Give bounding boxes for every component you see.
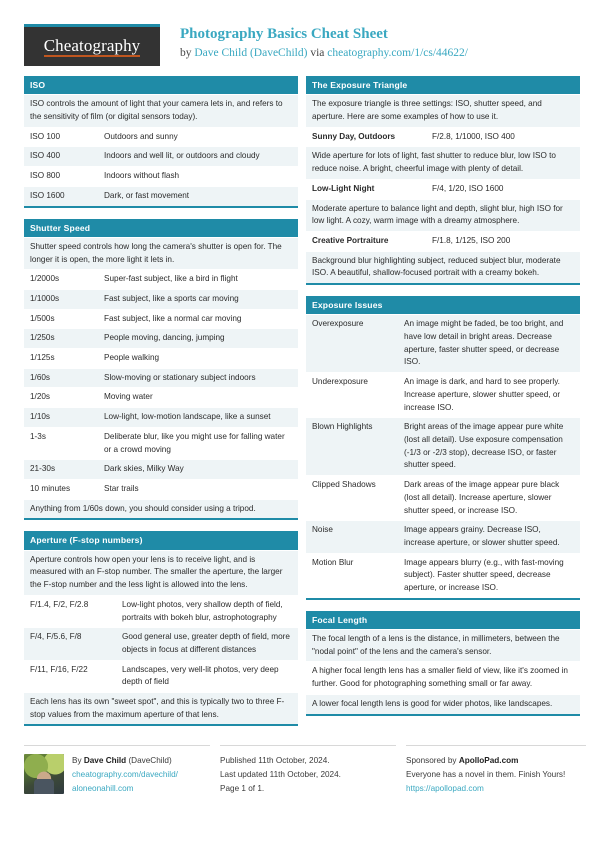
row-label: F/1.4, F/2, F/2.8 [30, 599, 89, 609]
section-block [306, 611, 580, 716]
row-label: 1-3s [30, 431, 46, 441]
page-footer [0, 739, 600, 795]
row-label: ISO 100 [30, 131, 61, 141]
row-value: Good general use, greater depth of field, more objects in focus at different distances [122, 632, 290, 654]
section-note: Moderate aperture to balance light and depth, slight blur, high ISO for low light. A cozy, warm image with a dreamy atmosphere. [306, 199, 580, 231]
table-row [24, 387, 298, 407]
section-block [24, 76, 298, 208]
table-row [24, 328, 298, 348]
section-note: The focal length of a lens is the distance, in millimeters, between the "nodal point" of the lens and the camera's sensor. [306, 629, 580, 661]
table-row [306, 127, 580, 147]
page-title: Photography Basics Cheat Sheet [180, 26, 388, 42]
section-note: A higher focal length lens has a smaller field of view, like it's zoomed in further. Good for photographing something small or far away. [306, 661, 580, 693]
row-value: Star trails [104, 483, 139, 493]
byline-prefix: by [180, 46, 195, 59]
row-value: Image appears grainy. Decrease ISO, increase aperture, or slower shutter speed. [404, 525, 560, 547]
table-row [306, 372, 580, 417]
section-block [24, 531, 298, 726]
row-value: Moving water [104, 392, 153, 402]
table-row [24, 427, 298, 459]
page-header [0, 0, 600, 62]
row-label: 1/250s [30, 333, 55, 343]
footer-author-name: Dave Child [83, 756, 127, 766]
row-label: ISO 400 [30, 151, 61, 161]
row-value: Fast subject, like a normal car moving [104, 313, 242, 323]
sponsor-tagline: Everyone has a novel in them. Finish Yours! [406, 769, 566, 779]
row-label: 21-30s [30, 464, 56, 474]
table-row [24, 269, 298, 289]
avatar [24, 754, 64, 794]
section-title: The Exposure Triangle [306, 76, 580, 94]
row-label: 1/10s [30, 412, 51, 422]
section-title: Shutter Speed [24, 219, 298, 237]
table-row [24, 627, 298, 659]
row-label: 1/500s [30, 313, 55, 323]
section-note: Background blur highlighting subject, reduced subject blur, moderate ISO. A beautiful, shallow-focused portrait with a creamy bokeh. [306, 251, 580, 283]
table-row [24, 407, 298, 427]
table-row [24, 595, 298, 627]
byline-via: via [307, 46, 328, 59]
cheatography-logo[interactable] [24, 24, 160, 66]
author-link[interactable]: Dave Child (DaveChild) [194, 46, 308, 59]
page-count: Page 1 of 1. [220, 783, 265, 793]
table-row [306, 475, 580, 520]
footer-author-block [24, 745, 210, 795]
table-row [24, 127, 298, 147]
row-label: Overexposure [312, 319, 364, 329]
left-column [24, 76, 298, 737]
table-row [306, 314, 580, 372]
row-label: Blown Highlights [312, 422, 373, 432]
sponsor-prefix: Sponsored by [406, 756, 459, 766]
row-value: F/1.8, 1/125, ISO 200 [432, 235, 511, 245]
footer-author-line [72, 754, 178, 768]
footer-publish-block [220, 745, 396, 795]
section-block [306, 76, 580, 285]
section-block [306, 296, 580, 600]
right-column [306, 76, 580, 727]
table-row [24, 309, 298, 329]
footer-author-text [72, 754, 178, 795]
row-label: Low-Light Night [312, 183, 375, 193]
updated-date: Last updated 11th October, 2024. [220, 769, 341, 779]
section-note: Anything from 1/60s down, you should consider using a tripod. [24, 499, 298, 519]
row-value: F/4, 1/20, ISO 1600 [432, 183, 504, 193]
table-row [24, 186, 298, 206]
table-row [306, 553, 580, 598]
row-value: People walking [104, 353, 160, 363]
row-label: Creative Portraiture [312, 235, 389, 245]
row-value: Low-light, low-motion landscape, like a sunset [104, 412, 271, 422]
row-label: 1/2000s [30, 274, 60, 284]
table-row [24, 459, 298, 479]
row-value: Dark, or fast movement [104, 190, 190, 200]
row-value: Slow-moving or stationary subject indoors [104, 372, 256, 382]
table-row [306, 179, 580, 199]
sponsor-line [406, 754, 586, 768]
row-value: Indoors and well lit, or outdoors and cloudy [104, 151, 260, 161]
row-value: Image appears blurry (e.g., with fast-moving subject). Faster shutter speed, decrease aperture, or increase ISO. [404, 557, 564, 593]
sponsor-link[interactable]: https://apollopad.com [406, 783, 484, 793]
row-value: People moving, dancing, jumping [104, 333, 225, 343]
row-value: Low-light photos, very shallow depth of field, portraits with bokeh blur, astrophotography [122, 599, 283, 622]
table-row [24, 368, 298, 388]
table-row [24, 348, 298, 368]
section-note: Wide aperture for lots of light, fast shutter to reduce blur, low ISO to reduce noise. A bright, cheerful image with plenty of detail. [306, 146, 580, 178]
footer-sponsor-block [406, 745, 586, 795]
logo-text: Cheatography [43, 35, 141, 55]
table-row [306, 520, 580, 552]
row-label: 1/20s [30, 392, 51, 402]
published-date: Published 11th October, 2024. [220, 756, 330, 766]
row-label: F/4, F/5.6, F/8 [30, 632, 82, 642]
table-row [24, 289, 298, 309]
table-row [24, 146, 298, 166]
section-note: Each lens has its own "sweet spot", and this is typically two to three F-stop values from the maximum aperture of that lens. [24, 692, 298, 724]
row-value: An image is dark, and hard to see properly. Increase aperture, slower shutter speed, or increase ISO. [404, 377, 561, 412]
table-row [306, 231, 580, 251]
section-note: The exposure triangle is three settings: ISO, shutter speed, and aperture. Here are some examples of how to use it. [306, 94, 580, 126]
row-value: F/2.8, 1/1000, ISO 400 [432, 131, 515, 141]
row-value: Outdoors and sunny [104, 131, 178, 141]
sponsor-name: ApolloPad.com [458, 756, 519, 766]
table-row [306, 417, 580, 475]
title-block [180, 24, 468, 61]
row-label: ISO 1600 [30, 190, 65, 200]
row-label: Underexposure [312, 377, 368, 387]
byline [180, 46, 468, 61]
table-row [24, 660, 298, 692]
section-title: ISO [24, 76, 298, 94]
table-row [24, 479, 298, 499]
row-value: Dark areas of the image appear pure black (lost all detail). Increase aperture, slower shutter speed, or increase ISO. [404, 480, 560, 515]
row-label: 1/125s [30, 353, 55, 363]
row-label: ISO 800 [30, 171, 61, 181]
section-title: Aperture (F-stop numbers) [24, 531, 298, 549]
row-value: Indoors without flash [104, 171, 180, 181]
footer-profile-link[interactable]: cheatography.com/davechild/ [72, 769, 178, 779]
content-columns [0, 62, 600, 737]
row-label: Motion Blur [312, 557, 354, 567]
row-value: Super-fast subject, like a bird in flight [104, 274, 238, 284]
section-note: A lower focal length lens is good for wider photos, like landscapes. [306, 694, 580, 714]
row-label: Sunny Day, Outdoors [312, 131, 396, 141]
row-label: 1/1000s [30, 293, 60, 303]
row-value: Fast subject, like a sports car moving [104, 293, 239, 303]
section-title: Exposure Issues [306, 296, 580, 314]
footer-author-handle: (DaveChild) [126, 756, 172, 766]
row-value: Deliberate blur, like you might use for falling water or a crowd moving [104, 431, 285, 454]
row-label: Clipped Shadows [312, 480, 376, 490]
section-block [24, 219, 298, 521]
row-value: An image might be faded, be too bright, and have low detail in bright areas. Decrease aperture, faster shutter speed, or decrease ISO. [404, 319, 564, 367]
row-value: Dark skies, Milky Way [104, 464, 184, 474]
row-label: 10 minutes [30, 483, 71, 493]
section-note: ISO controls the amount of light that your camera lets in, and refers to the sensitivity of film (or digital sensors today). [24, 94, 298, 126]
row-value: Landscapes, very well-lit photos, very deep depth of field [122, 664, 279, 687]
section-title: Focal Length [306, 611, 580, 629]
row-value: Bright areas of the image appear pure white (lost all detail). Use exposure compensation (-1/3 or -2/3 stop), decrease ISO, or faster shutter speed. [404, 422, 564, 470]
row-label: Noise [312, 525, 333, 535]
table-row [24, 166, 298, 186]
section-note: Aperture controls how open your lens is to receive light, and is measured with an F-stop number. The smaller the aperture, the larger the F-stop number and the less light is allowed into the lens. [24, 550, 298, 595]
row-label: F/11, F/16, F/22 [30, 664, 88, 674]
footer-by-prefix: By [72, 756, 84, 766]
row-label: 1/60s [30, 372, 51, 382]
section-note: Shutter speed controls how long the camera's shutter is open for. The longer it is open, the more light it lets in. [24, 237, 298, 269]
footer-site-link[interactable]: aloneonahill.com [72, 783, 134, 793]
source-url-link[interactable]: cheatography.com/1/cs/44622/ [327, 46, 468, 59]
